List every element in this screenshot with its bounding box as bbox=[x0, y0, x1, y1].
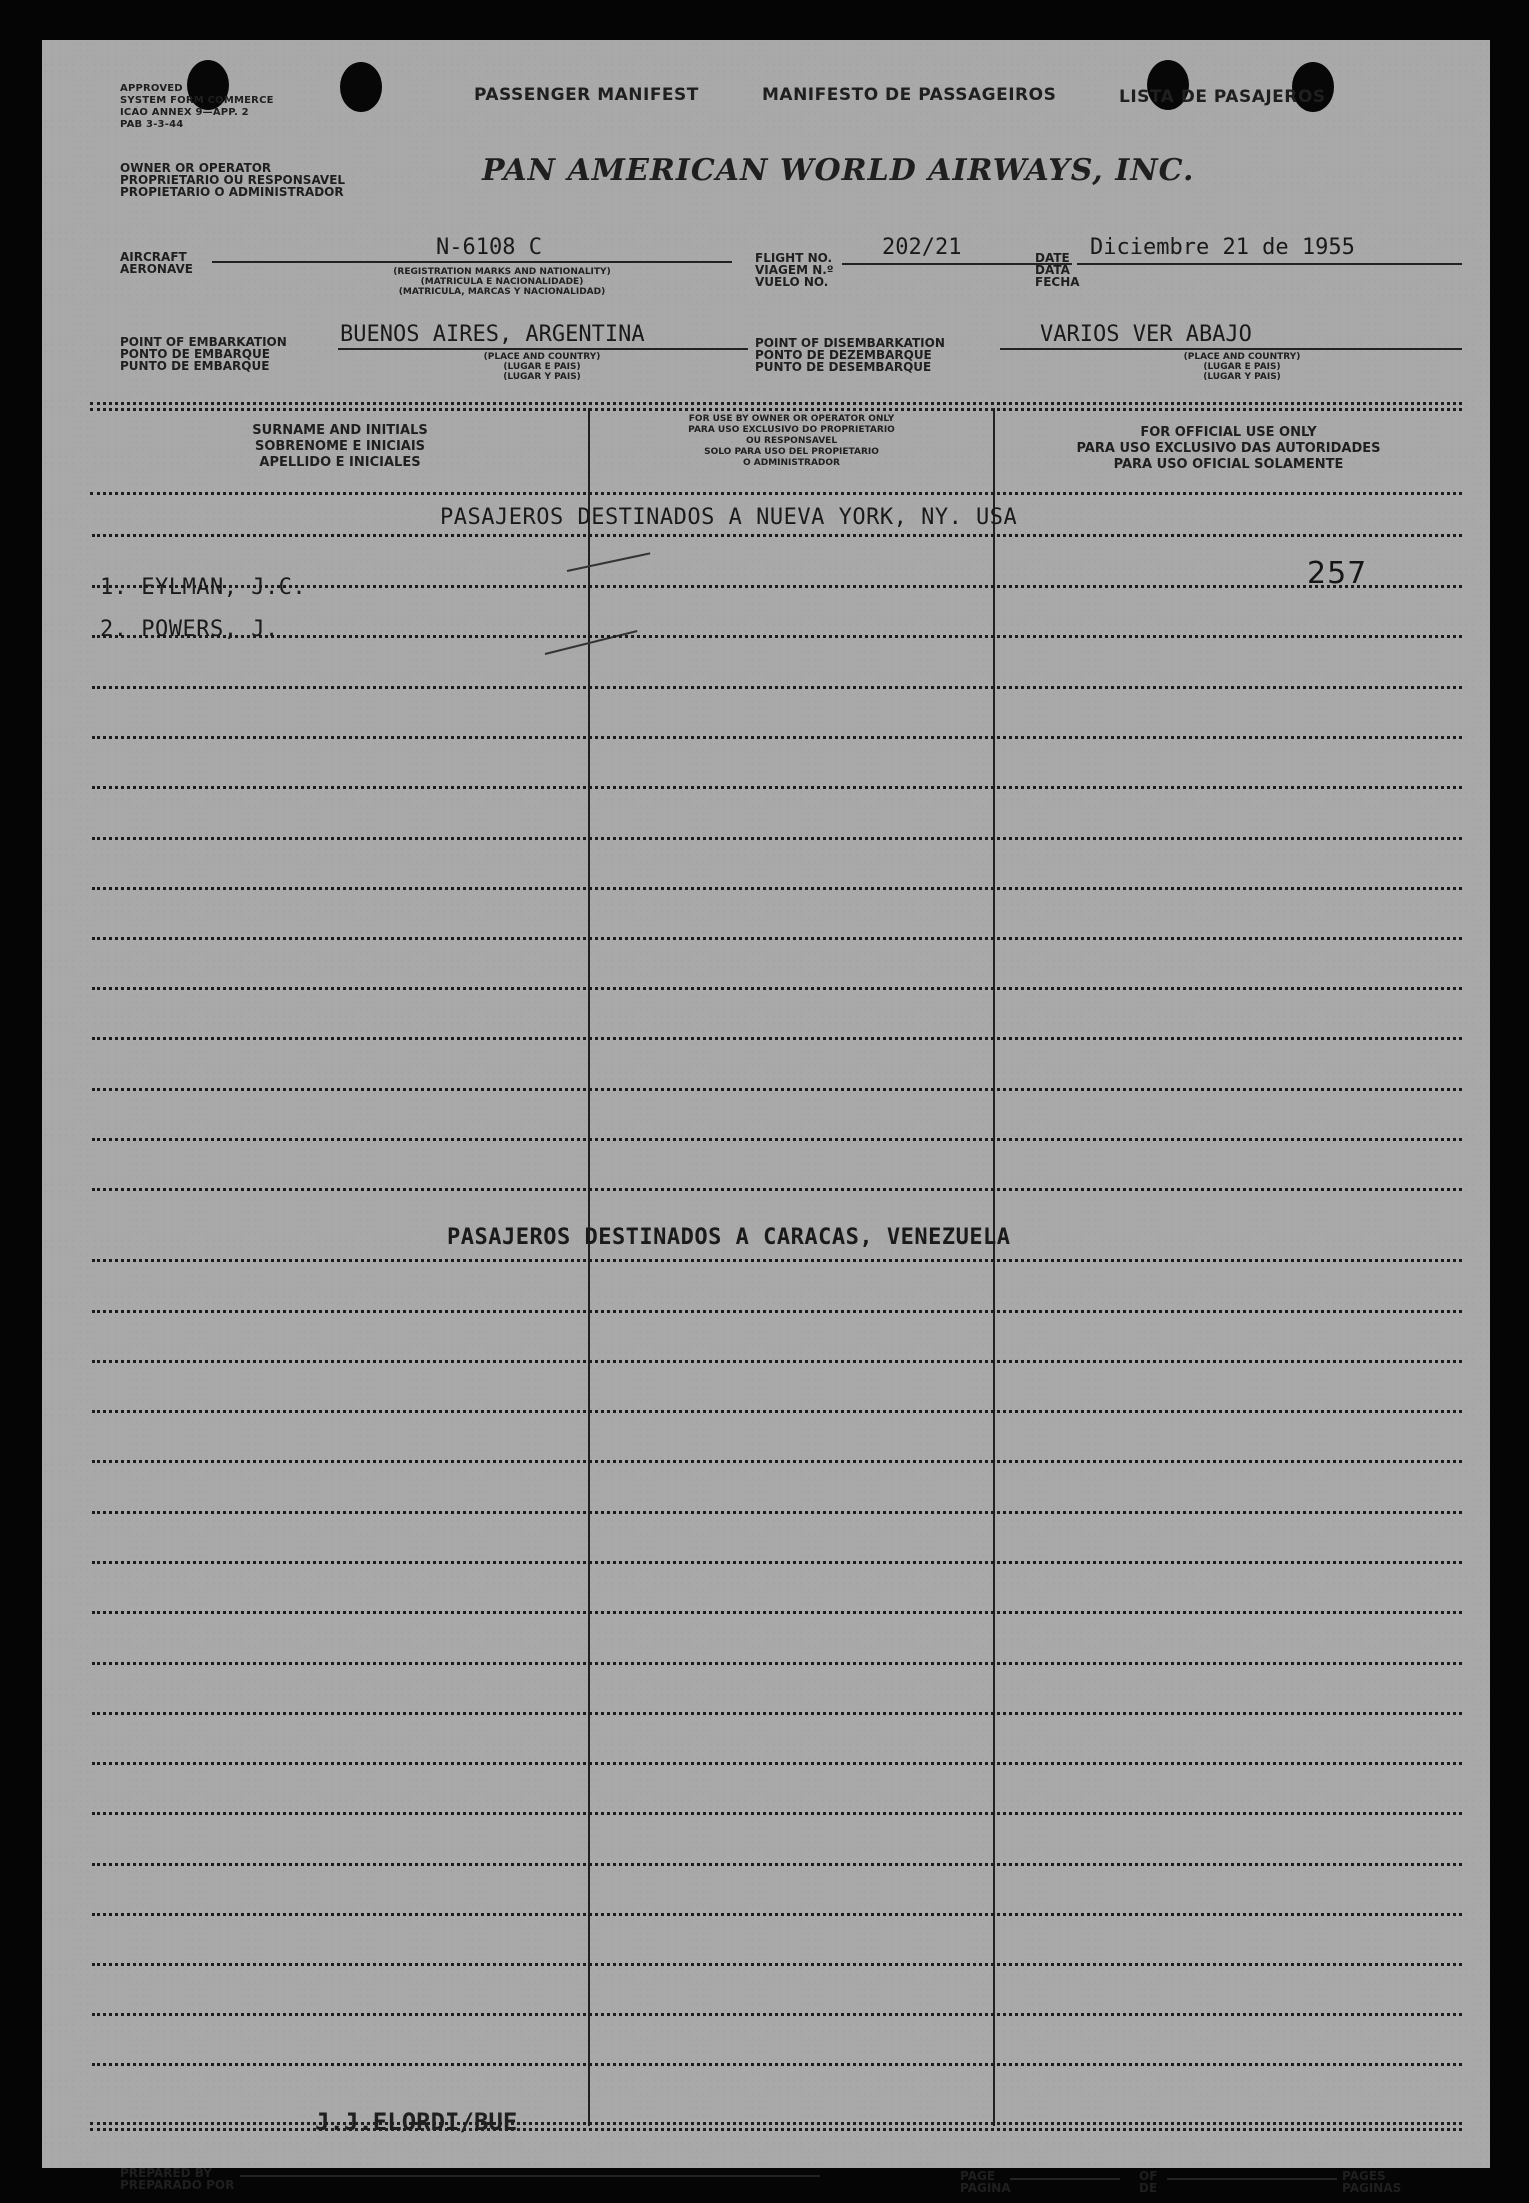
owner-label-pt: PROPRIETARIO OU RESPONSAVEL bbox=[120, 173, 346, 187]
ruled-line bbox=[92, 1410, 1462, 1413]
passenger-row-1: 1. EYLMAN, J.C. bbox=[100, 575, 307, 600]
aircraft-label-en: AIRCRAFT bbox=[120, 250, 187, 264]
prepared-by-label-en: PREPARED BY bbox=[120, 2166, 212, 2180]
ruled-line bbox=[92, 1913, 1462, 1916]
prepared-by-underline bbox=[240, 2175, 820, 2177]
ruled-line bbox=[92, 1360, 1462, 1363]
embarkation-caption: (LUGAR Y PAIS) bbox=[503, 372, 581, 382]
disembarkation-caption: (PLACE AND COUNTRY) bbox=[1183, 352, 1301, 362]
ruled-line bbox=[92, 1138, 1462, 1141]
disembarkation-label-en: POINT OF DISEMBARKATION bbox=[755, 336, 945, 350]
ruled-line bbox=[92, 887, 1462, 890]
pages-label-pt: PAGINAS bbox=[1342, 2181, 1402, 2195]
table-top-rule bbox=[90, 402, 1462, 405]
ruled-line bbox=[92, 1762, 1462, 1765]
ruled-line bbox=[92, 786, 1462, 789]
pen-mark bbox=[567, 552, 651, 572]
section-heading-new-york: PASAJEROS DESTINADOS A NUEVA YORK, NY. USA bbox=[440, 505, 1018, 530]
ruled-line bbox=[92, 1511, 1462, 1514]
pen-mark bbox=[545, 630, 638, 655]
owner-label-es: PROPIETARIO O ADMINISTRADOR bbox=[120, 185, 344, 199]
embarkation-underline bbox=[338, 348, 748, 350]
ruled-line bbox=[92, 736, 1462, 739]
ruled-line bbox=[92, 1963, 1462, 1966]
column-header-surname: SURNAME AND INITIALS SOBRENOME E INICIAIS APELLIDO E INICIALES bbox=[252, 423, 428, 470]
page-underline bbox=[1010, 2178, 1120, 2180]
ruled-line bbox=[92, 635, 1462, 638]
table-bottom-rule bbox=[90, 2128, 1462, 2131]
column-divider bbox=[993, 408, 995, 2126]
ruled-line bbox=[92, 534, 1462, 537]
date-underline bbox=[1077, 263, 1462, 265]
aircraft-caption: (REGISTRATION MARKS AND NATIONALITY) bbox=[393, 267, 611, 277]
airline-name: PAN AMERICAN WORLD AIRWAYS, INC. bbox=[482, 153, 1195, 188]
approval-line: SYSTEM FORM COMMERCE bbox=[120, 95, 274, 106]
prepared-by-value: J.J.ELORDI/BUE bbox=[315, 2108, 518, 2136]
embarkation-label-es: PUNTO DE EMBARQUE bbox=[120, 359, 270, 373]
ruled-line bbox=[92, 1310, 1462, 1313]
column-header-official-use: FOR OFFICIAL USE ONLY PARA USO EXCLUSIVO DAS AUTORIDADES PARA USO OFICIAL SOLAMENTE bbox=[1076, 425, 1381, 472]
ruled-line bbox=[92, 1460, 1462, 1463]
passenger-row-2: 2. POWERS, J. bbox=[100, 617, 279, 642]
flight-label-pt: VIAGEM N.º bbox=[755, 263, 834, 277]
disembarkation-caption: (LUGAR Y PAIS) bbox=[1203, 372, 1281, 382]
aircraft-caption: (MATRICULA, MARCAS Y NACIONALIDAD) bbox=[398, 287, 606, 297]
flight-label-es: VUELO NO. bbox=[755, 275, 829, 289]
flight-label-en: FLIGHT NO. bbox=[755, 251, 833, 265]
embarkation-label-pt: PONTO DE EMBARQUE bbox=[120, 347, 270, 361]
embarkation-label-en: POINT OF EMBARKATION bbox=[120, 335, 287, 349]
ruled-line bbox=[92, 1259, 1462, 1262]
page-label-en: PAGE bbox=[960, 2169, 996, 2183]
ruled-line bbox=[92, 2013, 1462, 2016]
prepared-by-label-pt: PREPARADO POR bbox=[120, 2178, 235, 2192]
header-bottom-rule bbox=[90, 492, 1462, 495]
aircraft-caption: (MATRICULA E NACIONALIDADE) bbox=[420, 277, 584, 287]
ruled-line bbox=[92, 987, 1462, 990]
approval-line: ICAO ANNEX 9—APP. 2 bbox=[120, 107, 249, 118]
ruled-line bbox=[92, 2063, 1462, 2066]
ruled-line bbox=[92, 1662, 1462, 1665]
approval-line: APPROVED bbox=[120, 83, 183, 94]
disembarkation-label-es: PUNTO DE DESEMBARQUE bbox=[755, 360, 932, 374]
manifest-sheet bbox=[42, 40, 1490, 2195]
ruled-line bbox=[92, 686, 1462, 689]
aircraft-underline bbox=[212, 261, 732, 263]
flight-value: 202/21 bbox=[882, 235, 962, 260]
title-portuguese: MANIFESTO DE PASSAGEIROS bbox=[762, 85, 1057, 105]
title-spanish: LISTA DE PASAJEROS bbox=[1119, 87, 1326, 107]
ruled-line bbox=[92, 1611, 1462, 1614]
pages-label-en: PAGES bbox=[1342, 2169, 1386, 2183]
title-english: PASSENGER MANIFEST bbox=[474, 85, 699, 105]
ruled-line bbox=[92, 1037, 1462, 1040]
of-label-en: OF bbox=[1139, 2169, 1158, 2183]
disembarkation-label-pt: PONTO DE DEZEMBARQUE bbox=[755, 348, 932, 362]
date-label-es: FECHA bbox=[1035, 275, 1080, 289]
disembarkation-value: VARIOS VER ABAJO bbox=[1040, 322, 1252, 347]
disembarkation-underline bbox=[1000, 348, 1462, 350]
of-label-pt: DE bbox=[1139, 2181, 1158, 2195]
ruled-line bbox=[92, 837, 1462, 840]
ruled-line bbox=[92, 937, 1462, 940]
date-label-en: DATE bbox=[1035, 251, 1070, 265]
ruled-line bbox=[92, 585, 1462, 588]
ruled-line bbox=[92, 1561, 1462, 1564]
of-underline bbox=[1167, 2178, 1337, 2180]
table-top-rule bbox=[90, 408, 1462, 411]
aircraft-label-pt: AERONAVE bbox=[120, 262, 193, 276]
table-bottom-rule bbox=[90, 2122, 1462, 2125]
approval-line: PAB 3-3-44 bbox=[120, 119, 184, 130]
punch-hole bbox=[340, 62, 382, 112]
disembarkation-caption: (LUGAR E PAIS) bbox=[1203, 362, 1281, 372]
embarkation-value: BUENOS AIRES, ARGENTINA bbox=[340, 322, 645, 347]
official-number: 257 bbox=[1307, 556, 1368, 591]
embarkation-caption: (LUGAR E PAIS) bbox=[503, 362, 581, 372]
column-header-owner-use: FOR USE BY OWNER OR OPERATOR ONLY PARA USO EXCLUSIVO DO PROPRIETARIO OU RESPONSAVEL SOLO PARA USO DEL PROPIETARIO O ADMINISTRADOR bbox=[688, 414, 895, 468]
column-divider bbox=[588, 408, 590, 2126]
ruled-line bbox=[92, 1863, 1462, 1866]
page-label-pt: PAGINA bbox=[960, 2181, 1011, 2195]
ruled-line bbox=[92, 1088, 1462, 1091]
ruled-line bbox=[92, 1712, 1462, 1715]
date-value: Diciembre 21 de 1955 bbox=[1090, 235, 1355, 260]
date-label-pt: DATA bbox=[1035, 263, 1070, 277]
ruled-line bbox=[92, 1188, 1462, 1191]
section-heading-caracas: PASAJEROS DESTINADOS A CARACAS, VENEZUELA bbox=[447, 1225, 1011, 1250]
aircraft-value: N-6108 C bbox=[436, 235, 542, 260]
owner-label-en: OWNER OR OPERATOR bbox=[120, 161, 272, 175]
ruled-line bbox=[92, 1812, 1462, 1815]
embarkation-caption: (PLACE AND COUNTRY) bbox=[483, 352, 601, 362]
